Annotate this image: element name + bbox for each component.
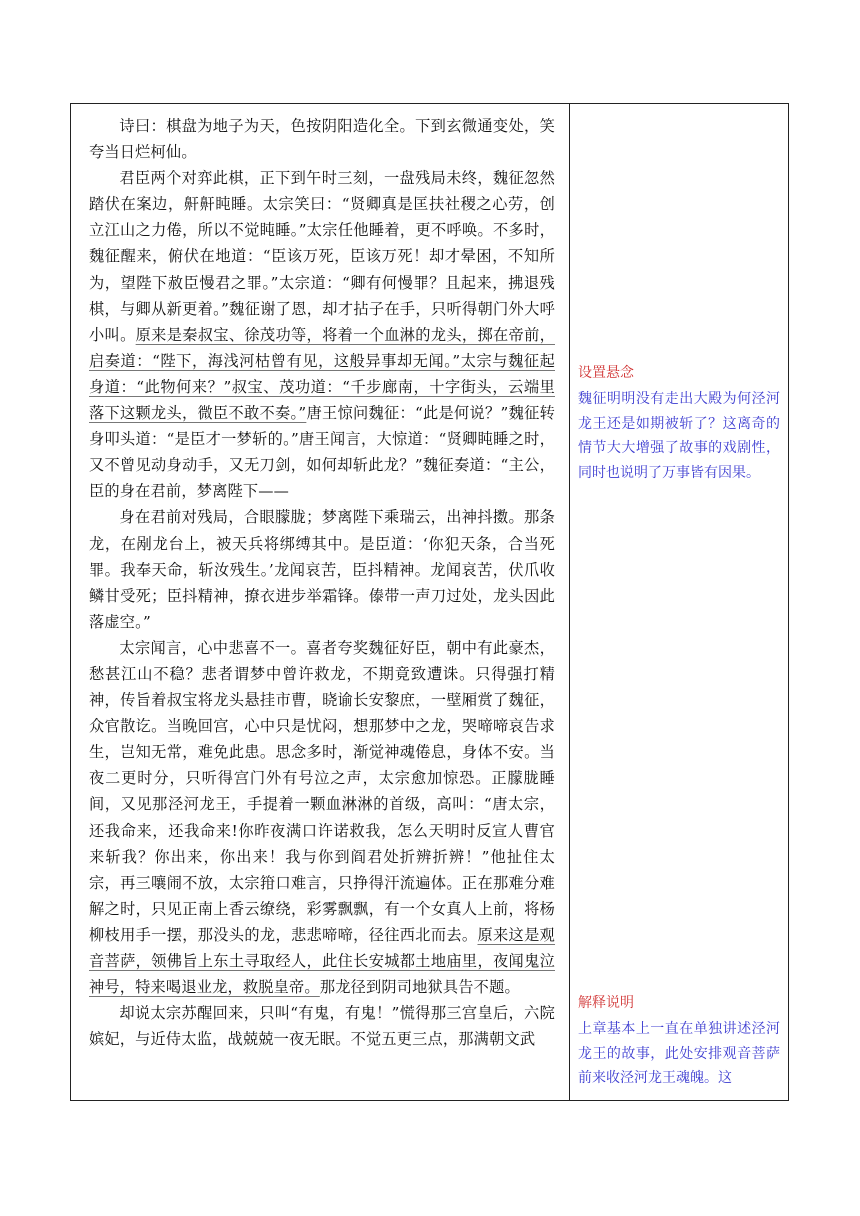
text-run: 君臣两个对弈此棋，正下到午时三刻，一盘残局未终，魏征忽然踏伏在案边，鼾鼾盹睡。太宗笑曰：“贤卿真是匡扶社稷之心劳，创立江山之力倦，所以不觉盹睡。”太宗任他睡着，更不呼唤。不多时，魏征醒来，俯伏在地道：“臣该万死，臣该万死！却才晕困，不知所为，望陛下赦臣慢君之罪。”太宗道：“卿有何慢罪？且起来，拂退残棋，与卿从新更着。”魏征谢了恩，却才拈子在手，只听得朝门外大呼小叫。 — [89, 169, 555, 344]
underlined-text: 原来是秦叔宝、徐茂功等，将着一个血淋的龙头，掷在帝前，启奏道：“陛下，海浅河枯曾有见，这般异事却无闻。”太宗与魏征起身道：“此物何来？”叔宝、茂功道：“千步廊南，十字街头，云端里落下这颗龙头，微臣不敢不奏。” — [89, 325, 555, 423]
main-text-column — [71, 104, 570, 1100]
annotated-text-table — [70, 103, 789, 1101]
underlined-text: 原来这是观音菩萨，领佛旨上东土寻取经人，此住长安城都土地庙里，夜闻鬼泣神号，特来喝退业龙，救脱皇帝。 — [89, 925, 556, 997]
text-run: 唐王惊问魏征：“此是何说？”魏征转身叩头道：“是臣才一梦斩的。”唐王闻言，大惊道：“贤卿盹睡之时，又不曾见动身动手，又无刀剑，如何却斩此龙？”魏征奏道：“主公，臣的身在君前，梦离陛下—— — [89, 404, 555, 501]
annotation-title: 设置悬念 — [578, 365, 634, 381]
emperor-wakes-paragraph: 却说太宗苏醒回来，只叫“有鬼，有鬼！”慌得那三宫皇后，六院嫔妃，与近侍太监，战兢兢一夜无眠。不觉五更三点，那满朝文武 — [89, 1004, 555, 1049]
annotation-suspense — [578, 361, 780, 485]
annotation-body: 魏征明明没有走出大殿为何泾河龙王还是如期被斩了？这离奇的情节大大增强了故事的戏剧性，同时也说明了万事皆有因果。 — [578, 391, 780, 481]
chess-dream-paragraph — [89, 165, 555, 504]
annotation-title: 解释说明 — [578, 995, 634, 1011]
annotation-body: 上章基本上一直在单独讲述泾河龙王的故事，此处安排观音菩萨前来收泾河龙王魂魄。这 — [578, 1021, 780, 1086]
poem-paragraph: 诗曰：棋盘为地子为天，色按阴阳造化全。下到玄微通变处，笑夸当日烂柯仙。 — [89, 117, 555, 162]
emperor-grief-paragraph — [89, 635, 555, 1000]
annotation-column — [570, 104, 788, 1100]
text-run: 太宗闻言，心中悲喜不一。喜者夸奖魏征好臣，朝中有此豪杰，愁甚江山不稳？悲者谓梦中曾许救龙，不期竟致遭诛。只得强打精神，传旨着叔宝将龙头悬挂市曹，晓谕长安黎庶，一壁厢赏了魏征，众官散讫。当晚回宫，心中只是忧闷，想那梦中之龙，哭啼啼哀告求生，岂知无常，难免此患。思念多时，渐觉神魂倦息，身体不安。当夜二更时分，只听得宫门外有号泣之声，太宗愈加惊恐。正朦胧睡间，又见那泾河龙王，手提着一颗血淋淋的首级，高叫：“唐太宗，还我命来，还我命来!你昨夜满口许诺救我，怎么天明时反宣人曹官来斩我？你出来，你出来！我与你到阎君处折辨折辨！”他扯住太宗，再三嚷闹不放，太宗箝口难言，只挣得汗流遍体。正在那难分难解之时，只见正南上香云缭绕，彩雾飘飘，有一个女真人上前，将杨柳枝用手一摆，那没头的龙，悲悲啼啼，径往西北而去。 — [89, 638, 555, 944]
text-run: 那龙径到阴司地狱具告不题。 — [319, 978, 520, 997]
annotation-explanation — [578, 991, 780, 1091]
dream-verse-paragraph: 身在君前对残局，合眼朦胧；梦离陛下乘瑞云，出神抖擞。那条龙，在剐龙台上，被天兵将绑缚其中。是臣道：‘你犯天条，合当死罪。我奉天命，斩汝残生。’龙闻哀苦，臣抖精神。龙闻哀苦，伏爪收鳞甘受死；臣抖精神，撩衣进步举霜锋。傣带一声刀过处，龙头因此落虚空。” — [89, 508, 555, 631]
